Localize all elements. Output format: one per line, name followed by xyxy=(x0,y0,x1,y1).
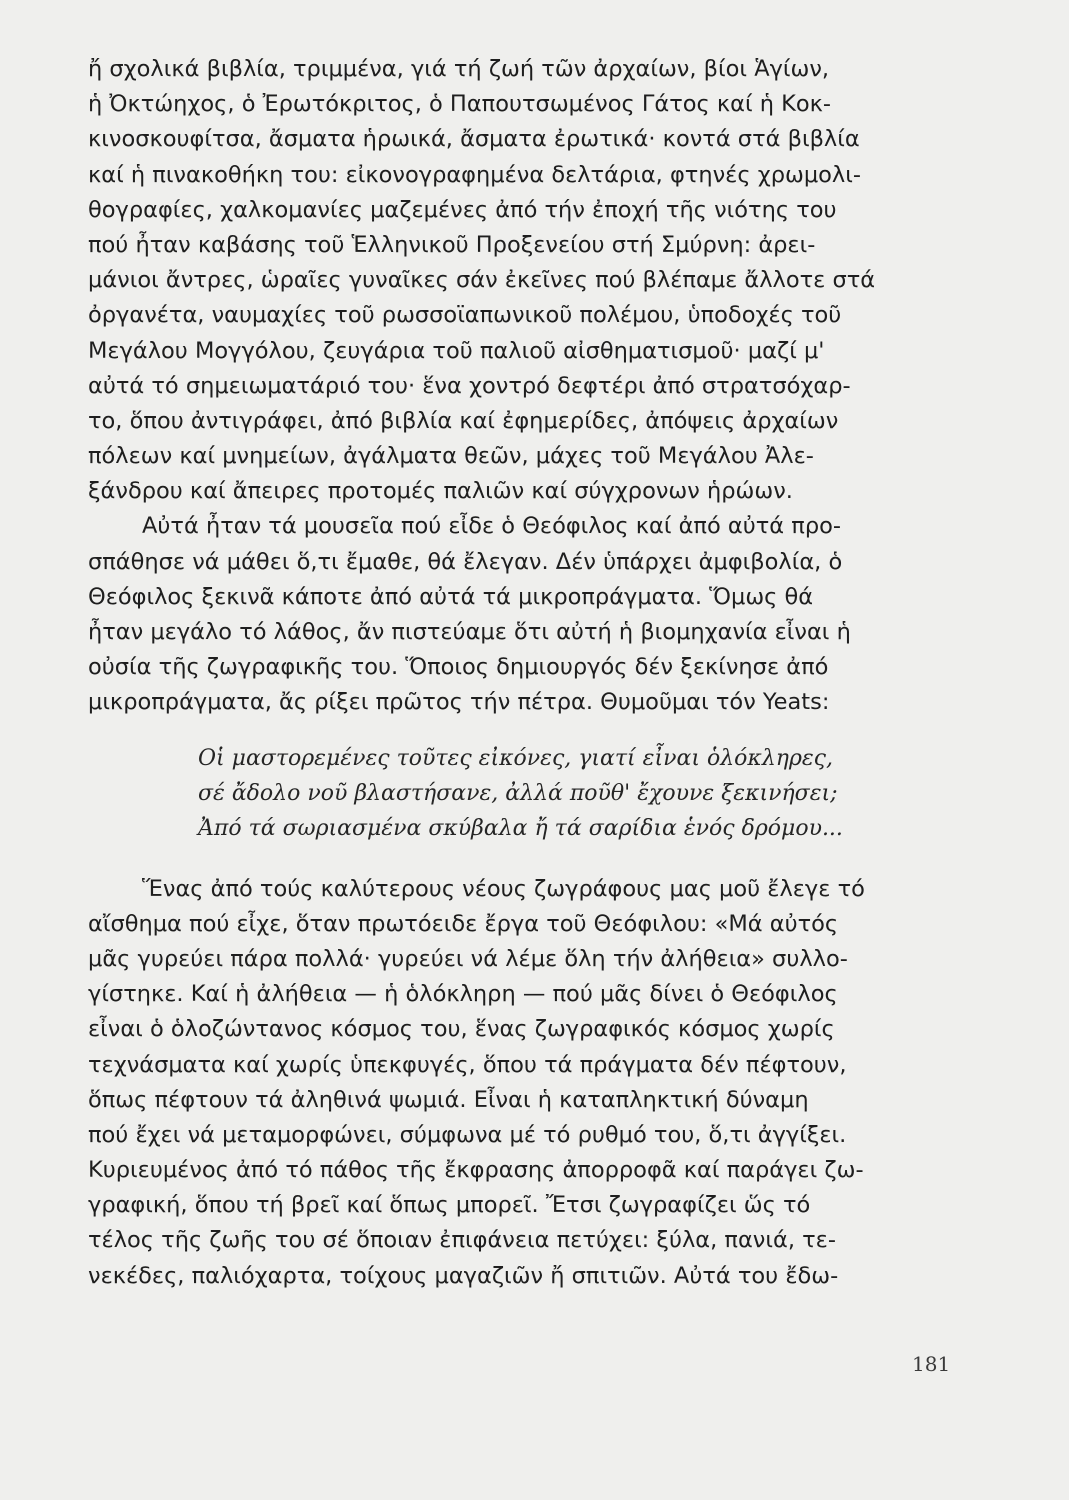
paragraph-1 xyxy=(88,52,944,509)
text-line: Ἕνας ἀπό τούς καλύτερους νέους ζωγράφους μας μοῦ ἔλεγε τό xyxy=(142,875,865,902)
text-line: καί ἡ πινακοθήκη του: εἰκονογραφημένα δελτάρια, φτηνές χρωμολι- xyxy=(88,161,861,188)
text-line: μᾶς γυρεύει πάρα πολλά· γυρεύει νά λέμε ὅλη τήν ἀλήθεια» συλλο- xyxy=(88,945,848,972)
text-line: νεκέδες, παλιόχαρτα, τοίχους μαγαζιῶν ἤ σπιτιῶν. Αὐτά του ἔδω- xyxy=(88,1262,839,1289)
poem-verse: Οἱ μαστορεμένες τοῦτες εἰκόνες, γιατί εἶναι ὁλόκληρες, xyxy=(198,745,833,771)
paragraph-2 xyxy=(88,509,944,720)
text-line: Αὐτά ἦταν τά μουσεῖα πού εἶδε ὁ Θεόφιλος καί ἀπό αὐτά προ- xyxy=(142,513,841,540)
text-line: αἴσθημα πού εἶχε, ὅταν πρωτόειδε ἔργα τοῦ Θεόφιλου: «Μά αὐτός xyxy=(88,910,839,937)
text-line: θογραφίες, χαλκομανίες μαζεμένες ἀπό τήν ἐποχή τῆς νιότης του xyxy=(88,196,837,223)
text-line: Μεγάλου Μογγόλου, ζευγάρια τοῦ παλιοῦ αἰσθηματισμοῦ· μαζί μ' xyxy=(88,337,825,364)
text-line: αὐτά τό σημειωματάριό του· ἕνα χοντρό δεφτέρι ἀπό στρατσόχαρ- xyxy=(88,372,851,399)
text-line: μάνιοι ἄντρες, ὡραῖες γυναῖκες σάν ἐκεῖνες πού βλέπαμε ἄλλοτε στά xyxy=(88,267,876,294)
text-line: πού ἔχει νά μεταμορφώνει, σύμφωνα μέ τό ρυθμό του, ὅ,τι ἀγγίξει. xyxy=(88,1121,847,1148)
poem-verse: σέ ἄδολο νοῦ βλαστήσανε, ἀλλά ποῦθ' ἔχουνε ξεκινήσει; xyxy=(198,780,838,806)
text-line: ἤ σχολικά βιβλία, τριμμένα, γιά τή ζωή τῶν ἀρχαίων, βίοι Ἁγίων, xyxy=(88,56,830,82)
text-line: σπάθησε νά μάθει ὅ,τι ἔμαθε, θά ἔλεγαν. Δέν ὑπάρχει ἀμφιβολία, ὁ xyxy=(88,548,843,575)
text-line: Θεόφιλος ξεκινᾶ κάποτε ἀπό αὐτά τά μικροπράγματα. Ὅμως θά xyxy=(88,583,814,610)
text-line: Κυριευμένος ἀπό τό πάθος τῆς ἔκφρασης ἀπορροφᾶ καί παράγει ζω- xyxy=(88,1157,864,1184)
text-line: ὀργανέτα, ναυμαχίες τοῦ ρωσσοϊαπωνικοῦ πολέμου, ὑποδοχές τοῦ xyxy=(88,302,842,329)
text-line: τέλος τῆς ζωῆς του σέ ὅποιαν ἐπιφάνεια πετύχει: ξύλα, πανιά, τε- xyxy=(88,1227,836,1254)
text-line: γραφική, ὅπου τή βρεῖ καί ὅπως μπορεῖ. Ἔτσι ζωγραφίζει ὥς τό xyxy=(88,1192,811,1219)
text-line: οὐσία τῆς ζωγραφικῆς του. Ὅποιος δημιουργός δέν ξεκίνησε ἀπό xyxy=(88,654,829,681)
text-line: πού ἦταν καβάσης τοῦ Ἑλληνικοῦ Προξενείου στή Σμύρνη: ἀρει- xyxy=(88,231,816,258)
paragraph-3 xyxy=(88,872,944,1294)
text-line: μικροπράγματα, ἄς ρίξει πρῶτος τήν πέτρα. Θυμοῦμαι τόν Yeats: xyxy=(88,689,830,716)
text-line: ἦταν μεγάλο τό λάθος, ἄν πιστεύαμε ὅτι αὐτή ἡ βιομηχανία εἶναι ἡ xyxy=(88,619,851,645)
text-line: το, ὅπου ἀντιγράφει, ἀπό βιβλία καί ἐφημερίδες, ἀπόψεις ἀρχαίων xyxy=(88,407,839,434)
poem-verse: Ἀπό τά σωριασμένα σκύβαλα ἤ τά σαρίδια ἑνός δρόμου... xyxy=(198,815,843,841)
text-line: κινοσκουφίτσα, ἄσματα ἡρωικά, ἄσματα ἐρωτικά· κοντά στά βιβλία xyxy=(88,126,860,153)
text-line: ὅπως πέφτουν τά ἀληθινά ψωμιά. Εἶναι ἡ καταπληκτική δύναμη xyxy=(88,1086,809,1113)
poem-quote xyxy=(198,741,944,846)
book-page-text xyxy=(88,52,944,1294)
text-line: εἶναι ὁ ὁλοζώντανος κόσμος του, ἕνας ζωγραφικός κόσμος χωρίς xyxy=(88,1016,835,1043)
text-line: ξάνδρου καί ἄπειρες προτομές παλιῶν καί σύγχρονων ἡρώων. xyxy=(88,478,793,505)
text-line: τεχνάσματα καί χωρίς ὑπεκφυγές, ὅπου τά πράγματα δέν πέφτουν, xyxy=(88,1051,847,1078)
text-line: γίστηκε. Καί ἡ ἀλήθεια — ἡ ὁλόκληρη — πού μᾶς δίνει ὁ Θεόφιλος xyxy=(88,981,838,1008)
text-line: ἡ Ὀκτώηχος, ὁ Ἐρωτόκριτος, ὁ Παπουτσωμένος Γάτος καί ἡ Κοκ- xyxy=(88,91,832,118)
text-line: πόλεων καί μνημείων, ἀγάλματα θεῶν, μάχες τοῦ Μεγάλου Ἀλε- xyxy=(88,443,814,470)
page-number: 181 xyxy=(912,1352,951,1376)
